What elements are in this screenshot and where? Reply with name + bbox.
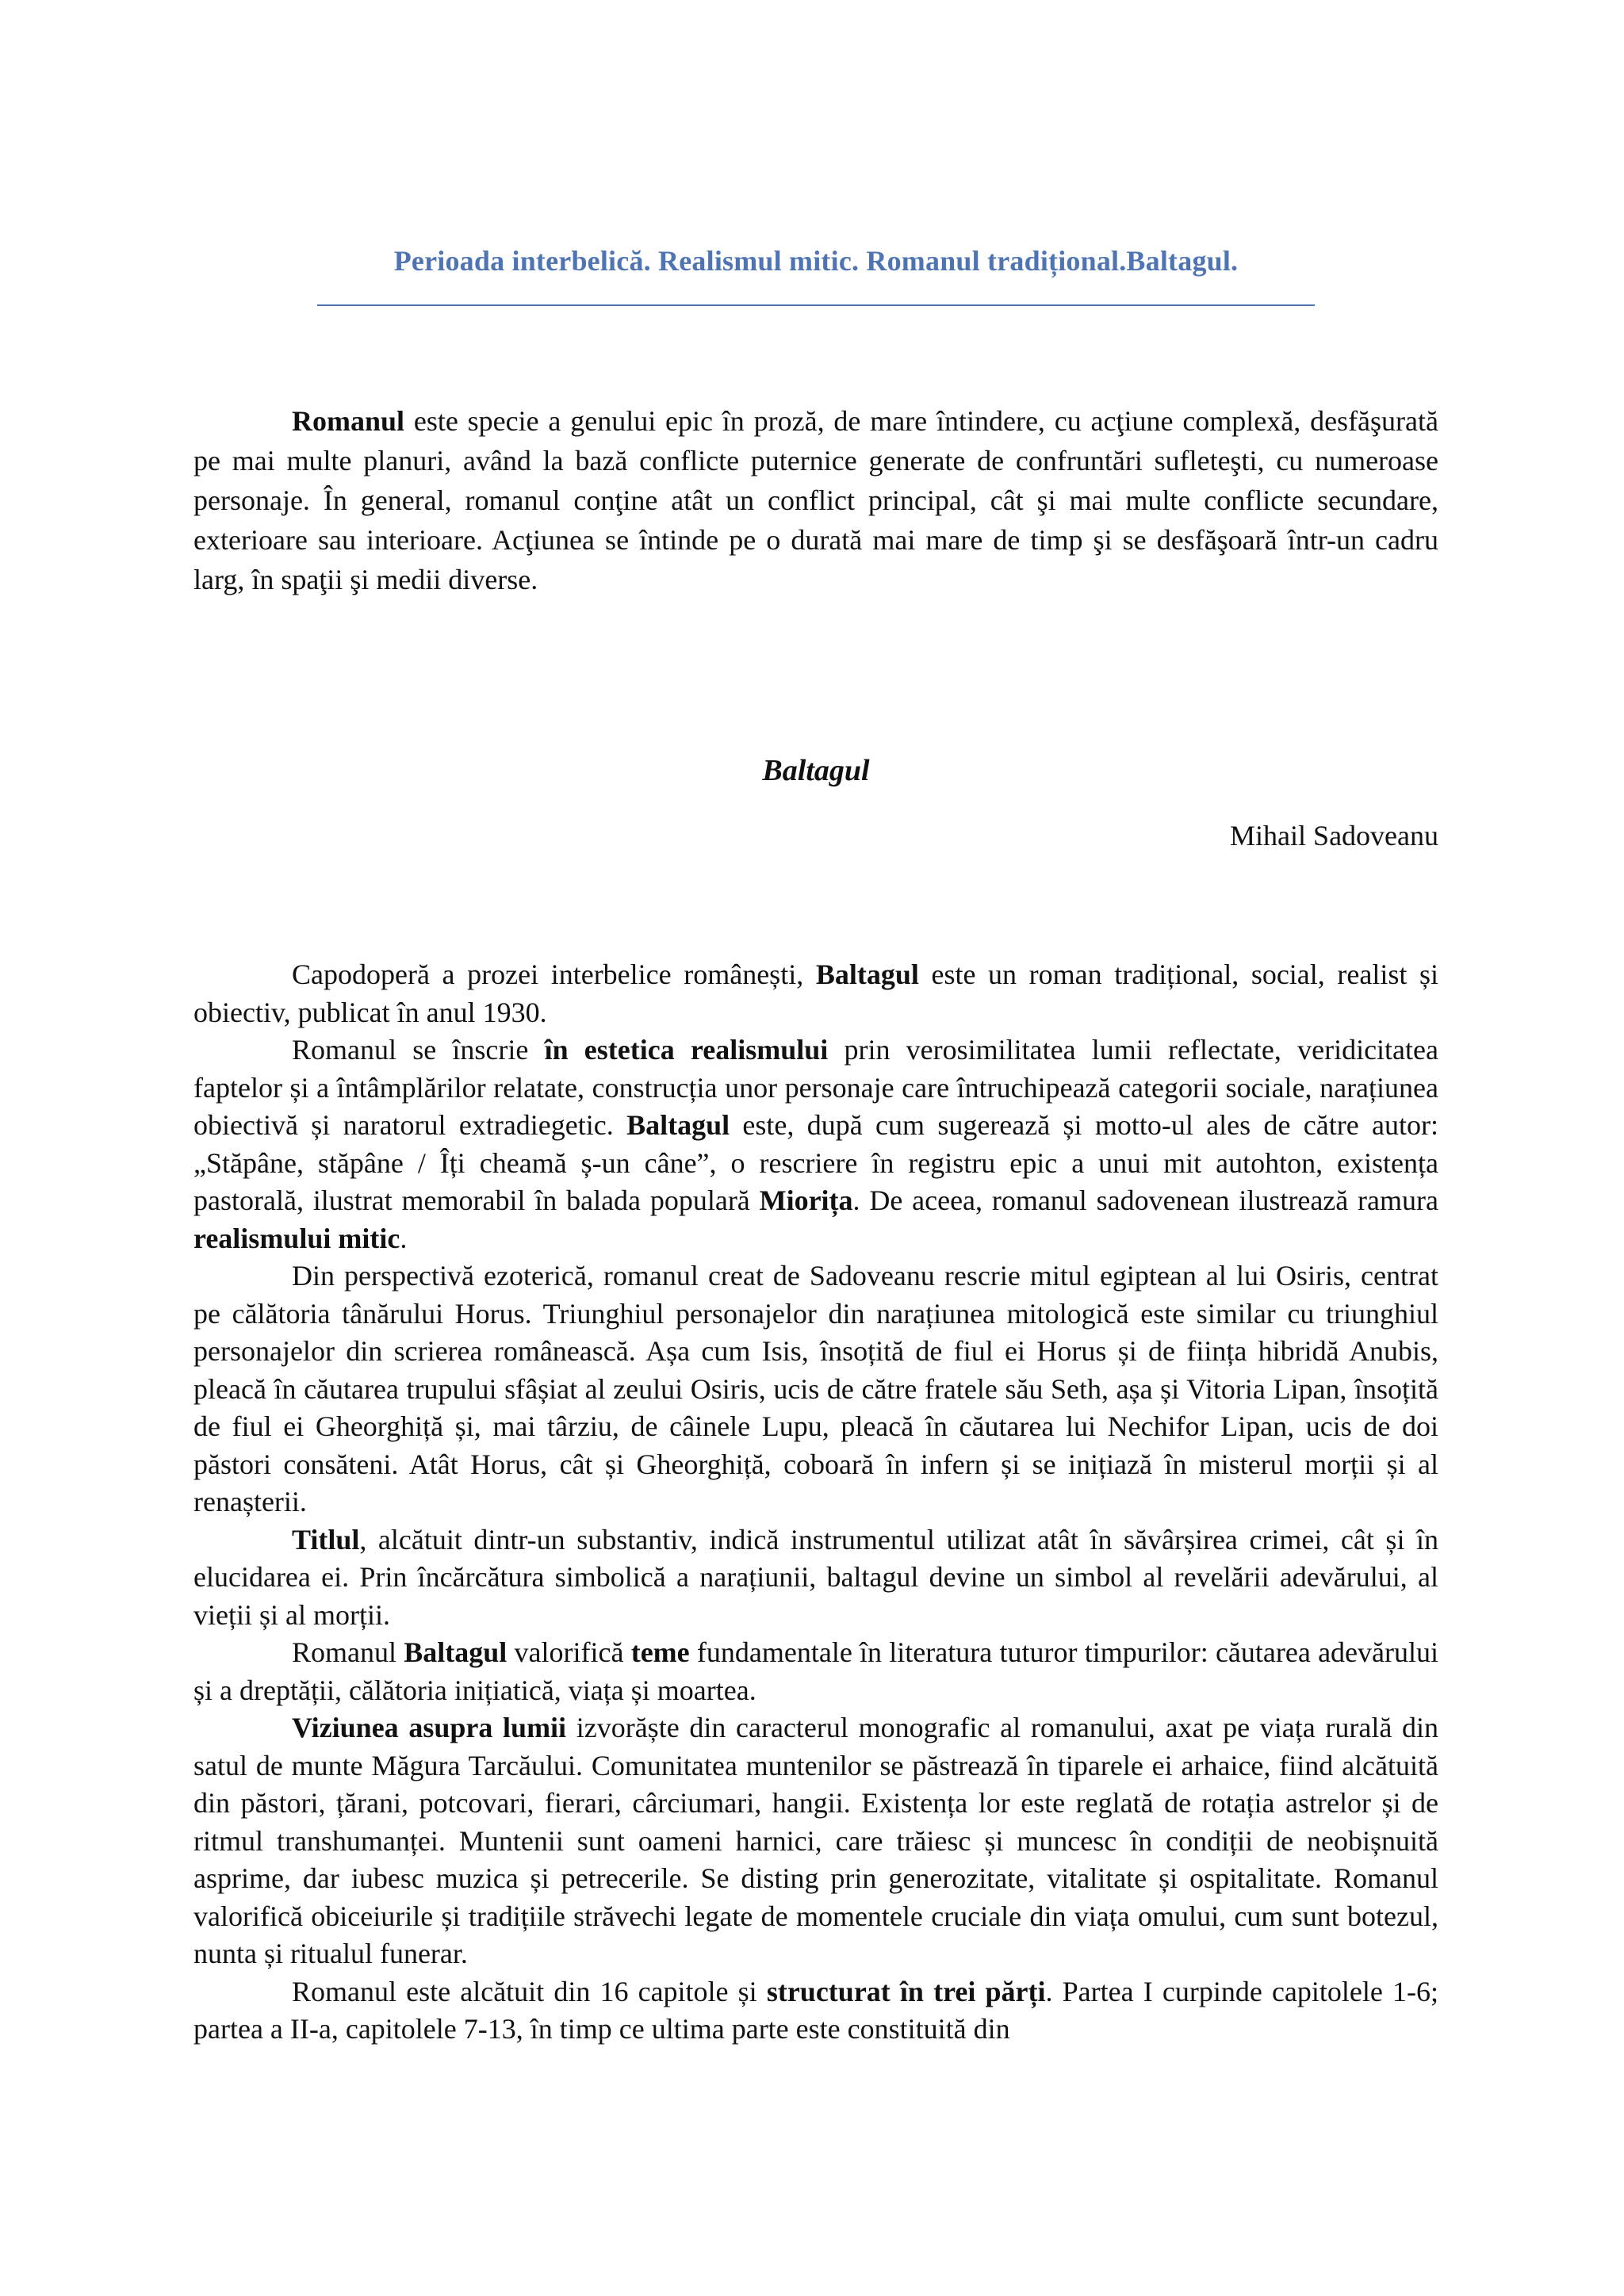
work-author: Mihail Sadoveanu bbox=[1230, 820, 1438, 851]
work-title: Baltagul bbox=[762, 754, 870, 787]
paragraph-5: Romanul Baltagul valorifică teme fundamentale în literatura tuturor timpurilor: căutarea adevărului și a dreptății, călătoria inițiatică, viața și moartea. bbox=[193, 1636, 1438, 1706]
paragraph-1: Capodoperă a prozei interbelice românești, Baltagul este un roman tradițional, social, realist și obiectiv, publicat în anul 1930. bbox=[193, 959, 1438, 1028]
main-text bbox=[193, 956, 1438, 2049]
page-title-container bbox=[317, 244, 1315, 277]
paragraph-4: Titlul, alcătuit dintr-un substantiv, indică instrumentul utilizat atât în săvârșirea crimei, cât și în elucidarea ei. Prin încărcătura simbolică a narațiunii, baltagul devine un simbol al revelării adevărului, al vieții și al morții. bbox=[193, 1523, 1438, 1631]
intro-text: Romanul este specie a genului epic în proză, de mare întindere, cu acţiune complexă, desfăşurată pe mai multe planuri, având la bază conflicte puternice generate de confruntări sufleteşti, cu numeroase personaje. În general, romanul conţine atât un conflict principal, cât şi mai multe conflicte secundare, exterioare sau interioare. Acţiunea se întinde pe o durată mai mare de timp şi se desfăşoară într-un cadru larg, în spaţii şi medii diverse. bbox=[193, 405, 1438, 595]
paragraph-2: Romanul se înscrie în estetica realismului prin verosimilitatea lumii reflectate, veridicitatea faptelor și a întâmplărilor relatate, construcția unor personaje care întruchipează categorii sociale, narațiunea obiectivă și naratorul extradiegetic. Baltagul este, după cum sugerează și motto-ul ales de către autor: „Stăpâne, stăpâne / Îți cheamă ș-un câne”, o rescriere în registru epic a unui mit autohton, existența pastorală, ilustrat memorabil în balada populară Miorița. De aceea, romanul sadovenean ilustrează ramura realismului mitic. bbox=[193, 1034, 1439, 1254]
intro-paragraph bbox=[193, 401, 1438, 599]
page-title: Perioada interbelică. Realismul mitic. Romanul tradițional.Baltagul. bbox=[393, 245, 1239, 277]
paragraph-7: Romanul este alcătuit din 16 capitole și structurat în trei părți. Partea I curpinde capitolele 1-6; partea a II-a, capitolele 7-13, în timp ce ultima parte este constituită din bbox=[193, 1975, 1438, 2045]
title-underline bbox=[317, 304, 1315, 306]
paragraph-3: Din perspectivă ezoterică, romanul creat de Sadoveanu rescrie mitul egiptean al lui Osiris, centrat pe călătoria tânărului Horus. Triunghiul personajelor din narațiunea mitologică este similar cu triunghiul personajelor din scrierea românească. Așa cum Isis, însoțită de fiul ei Horus și de ființa hibridă Anubis, pleacă în căutarea trupului sfâșiat al zeului Osiris, ucis de către fratele său Seth, așa și Vitoria Lipan, însoțită de fiul ei Gheorghiță și, mai târziu, de câinele Lupu, pleacă în căutarea lui Nechifor Lipan, ucis de doi păstori consăteni. Atât Horus, cât și Gheorghiță, coboară în infern și se inițiază în misterul morții și al renașterii. bbox=[193, 1260, 1438, 1517]
intro-term: Romanul bbox=[292, 405, 405, 437]
paragraph-6: Viziunea asupra lumii izvorăște din caracterul monografic al romanului, axat pe viața rurală din satul de munte Măgura Tarcăului. Comunitatea muntenilor se păstrează în tiparele ei arhaice, fiind alcătuită din păstori, țărani, potcovari, fierari, cârciumari, hangii. Existența lor este reglată de rotația astrelor și de ritmul transhumanței. Muntenii sunt oameni harnici, care trăiesc și muncesc în condiții de neobișnuită asprime, dar iubesc muzica și petrecerile. Se disting prin generozitate, vitalitate și ospitalitate. Romanul valorifică obiceiurile și tradițiile străvechi legate de momentele cruciale din viața omului, cum sunt botezul, nunta și ritualul funerar. bbox=[193, 1712, 1438, 1969]
